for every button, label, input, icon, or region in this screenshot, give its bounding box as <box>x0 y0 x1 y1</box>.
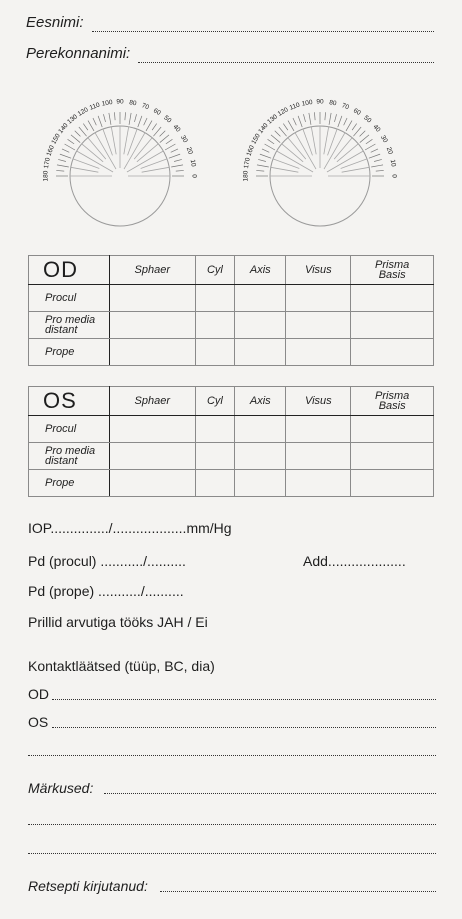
table-cell[interactable] <box>286 443 351 470</box>
dial-tick <box>360 135 369 143</box>
contacts-od-label: OD <box>28 686 49 702</box>
table-cell[interactable] <box>110 443 196 470</box>
table-cell[interactable] <box>235 312 286 339</box>
dial-tick <box>265 144 275 150</box>
dial-tick <box>369 154 380 158</box>
dial-tick-label: 150 <box>50 132 62 146</box>
remarks-field-1[interactable] <box>104 793 436 794</box>
table-cell[interactable] <box>195 312 235 339</box>
dial-tick <box>109 113 111 125</box>
row-procul-label: Procul <box>29 285 110 312</box>
dial-tick <box>288 121 294 131</box>
table-cell[interactable] <box>235 339 286 366</box>
table-cell[interactable] <box>351 416 434 443</box>
dial-tick-label: 90 <box>316 98 324 106</box>
remarks-field-2[interactable] <box>28 824 436 825</box>
dial-tick <box>56 170 64 171</box>
dial-tick-label: 110 <box>88 101 101 112</box>
remarks-label: Märkused: <box>28 780 94 796</box>
table-cell[interactable] <box>235 285 286 312</box>
column-sphaer: Sphaer <box>110 256 196 285</box>
prescribed-by-label: Retsepti kirjutanud: <box>28 878 148 894</box>
dial-tick <box>68 139 75 144</box>
dial-tick-label: 100 <box>301 98 314 108</box>
dial-radial-line <box>134 138 152 159</box>
dial-radial-line <box>124 127 129 155</box>
table-cell[interactable] <box>195 285 235 312</box>
table-cell[interactable] <box>351 443 434 470</box>
dial-tick <box>134 114 136 122</box>
table-cell[interactable] <box>195 470 235 497</box>
dial-radial-line <box>142 167 170 172</box>
dial-tick <box>338 116 342 127</box>
dial-tick-label: 100 <box>101 98 114 108</box>
dial-tick-label: 160 <box>45 144 56 158</box>
row-procul-label: Procul <box>29 416 110 443</box>
table-cell[interactable] <box>286 339 351 366</box>
dial-radial-line <box>273 159 299 169</box>
dial-tick <box>93 118 96 125</box>
dial-tick <box>257 165 269 167</box>
pd-procul-field[interactable]: Pd (procul) .........../.......... <box>28 553 186 569</box>
column-axis: Axis <box>235 256 286 285</box>
column-prisma-basis: Prisma Basis <box>351 387 434 416</box>
dial-tick <box>79 127 87 136</box>
dial-tick-label: 20 <box>184 146 194 156</box>
column-prisma-basis: Prisma Basis <box>351 256 434 285</box>
dial-radial-line <box>303 129 313 155</box>
dial-tick-label: 170 <box>242 157 252 170</box>
dial-tick <box>171 149 178 152</box>
pd-prope-field[interactable]: Pd (prope) .........../.......... <box>28 583 184 599</box>
dial-radial-line <box>111 127 116 155</box>
dial-tick <box>88 121 94 131</box>
dial-tick <box>160 135 169 143</box>
dial-tick-label: 70 <box>340 102 350 112</box>
os-eye-label: OS <box>29 387 110 416</box>
dial-tick <box>303 114 305 122</box>
dial-radial-line <box>328 129 338 155</box>
contacts-heading: Kontaktläätsed (tüüp, BC, dia) <box>28 658 215 674</box>
dial-tick <box>268 139 275 144</box>
dial-tick-label: 170 <box>42 157 52 170</box>
dial-tick <box>83 124 88 131</box>
dial-tick <box>329 113 331 125</box>
dial-tick <box>376 170 384 171</box>
dial-radial-line <box>73 159 99 169</box>
table-cell[interactable] <box>235 416 286 443</box>
dial-tick <box>71 135 80 143</box>
dial-tick-label: 30 <box>379 134 389 144</box>
od-eye-label: OD <box>29 256 110 285</box>
dial-tick <box>138 116 142 127</box>
table-cell[interactable] <box>235 470 286 497</box>
dial-tick-label: 70 <box>140 102 150 112</box>
contacts-os-label: OS <box>28 714 49 730</box>
dial-tick-label: 10 <box>388 159 397 168</box>
dial-tick <box>60 154 71 158</box>
dial-radial-line <box>271 167 299 172</box>
dial-tick-label: 130 <box>66 113 79 126</box>
table-cell[interactable] <box>110 470 196 497</box>
dial-tick <box>360 131 366 137</box>
dial-tick <box>371 165 383 167</box>
dial-radial-line <box>324 127 329 155</box>
dial-tick <box>144 118 147 125</box>
dial-tick-label: 80 <box>328 99 337 108</box>
dial-tick-label: 20 <box>384 146 394 156</box>
dial-tick <box>171 165 183 167</box>
dial-radial-line <box>342 167 370 172</box>
dial-tick <box>57 165 69 167</box>
dial-tick <box>309 113 311 125</box>
table-cell[interactable] <box>195 339 235 366</box>
first-name-label: Eesnimi: <box>26 14 84 31</box>
dial-tick-label: 150 <box>250 132 262 146</box>
dial-tick-label: 0 <box>390 174 398 178</box>
table-cell[interactable] <box>351 312 434 339</box>
dial-radial-line <box>311 127 316 155</box>
dial-tick-label: 180 <box>242 170 250 182</box>
dial-tick <box>334 114 336 122</box>
dial-tick-label: 110 <box>288 101 301 112</box>
dial-tick <box>352 124 357 131</box>
dial-tick <box>293 118 296 125</box>
dial-tick <box>98 116 102 127</box>
od-prescription-table <box>28 255 434 366</box>
table-cell[interactable] <box>195 443 235 470</box>
dial-tick <box>174 159 182 161</box>
dial-tick-label: 120 <box>76 106 90 118</box>
contacts-extra-field[interactable] <box>28 755 436 756</box>
dial-radial-line <box>282 144 303 162</box>
dial-tick <box>262 149 269 152</box>
contacts-os-field[interactable] <box>52 727 436 728</box>
dial-tick <box>298 116 302 127</box>
first-name-field[interactable] <box>92 31 434 32</box>
dial-tick-label: 10 <box>188 159 197 168</box>
dial-tick <box>65 144 75 150</box>
dial-tick-label: 40 <box>171 123 182 134</box>
dial-tick <box>165 144 175 150</box>
last-name-label: Perekonnanimi: <box>26 45 131 62</box>
dial-radial-line <box>137 144 158 162</box>
dial-tick-label: 160 <box>245 144 256 158</box>
od-axis-dial <box>40 88 220 248</box>
dial-tick <box>260 154 271 158</box>
dial-tick <box>325 112 326 120</box>
column-cyl: Cyl <box>195 256 235 285</box>
dial-radial-line <box>141 159 167 169</box>
column-axis: Axis <box>235 387 286 416</box>
dial-tick <box>366 139 373 144</box>
dial-tick <box>283 124 288 131</box>
table-cell[interactable] <box>286 285 351 312</box>
dial-tick-label: 180 <box>42 170 50 182</box>
os-prescription-table <box>28 386 434 497</box>
table-cell[interactable] <box>110 312 196 339</box>
last-name-field[interactable] <box>138 62 434 63</box>
dial-radial-line <box>337 144 358 162</box>
table-cell[interactable] <box>110 339 196 366</box>
dial-radial-line <box>128 129 138 155</box>
table-cell[interactable] <box>286 312 351 339</box>
dial-radial-line <box>103 129 113 155</box>
dial-tick <box>176 170 184 171</box>
dial-tick <box>153 127 161 136</box>
dial-tick-label: 40 <box>371 123 382 134</box>
dial-tick <box>314 112 315 120</box>
table-cell[interactable] <box>195 416 235 443</box>
table-cell[interactable] <box>351 470 434 497</box>
table-cell[interactable] <box>351 285 434 312</box>
dial-tick <box>62 149 69 152</box>
dial-tick <box>129 113 131 125</box>
table-cell[interactable] <box>286 416 351 443</box>
dial-tick <box>169 154 180 158</box>
dial-tick <box>160 131 166 137</box>
dial-radial-line <box>88 138 106 159</box>
dial-tick-label: 30 <box>179 134 189 144</box>
dial-tick <box>374 159 382 161</box>
dial-tick-label: 80 <box>128 99 137 108</box>
dial-tick-label: 60 <box>152 107 162 117</box>
row-prope-label: Prope <box>29 339 110 366</box>
dial-radial-line <box>334 138 352 159</box>
dial-tick <box>58 159 66 161</box>
dial-tick <box>353 127 361 136</box>
dial-tick <box>371 149 378 152</box>
dial-tick <box>75 131 81 137</box>
table-cell[interactable] <box>286 470 351 497</box>
row-pro-media-label: Pro media distant <box>29 312 110 339</box>
computer-glasses-field[interactable]: Prillid arvutiga tööks JAH / Ei <box>28 614 208 630</box>
row-prope-label: Prope <box>29 470 110 497</box>
dial-radial-line <box>288 138 306 159</box>
dial-tick-label: 140 <box>257 122 270 135</box>
table-cell[interactable] <box>110 285 196 312</box>
dial-tick <box>346 121 352 131</box>
column-sphaer: Sphaer <box>110 387 196 416</box>
column-visus: Visus <box>286 387 351 416</box>
dial-tick-label: 130 <box>266 113 279 126</box>
dial-tick <box>279 127 287 136</box>
dial-tick <box>275 131 281 137</box>
dial-tick-label: 50 <box>162 114 173 125</box>
dial-tick-label: 60 <box>352 107 362 117</box>
contacts-od-field[interactable] <box>52 699 436 700</box>
table-cell[interactable] <box>235 443 286 470</box>
dial-radial-line <box>71 167 99 172</box>
iop-field[interactable]: IOP.............../...................mm/Hg <box>28 520 232 536</box>
dial-tick <box>103 114 105 122</box>
dial-tick <box>166 139 173 144</box>
dial-tick <box>258 159 266 161</box>
dial-tick <box>114 112 115 120</box>
dial-tick-label: 120 <box>276 106 290 118</box>
add-field[interactable]: Add.................... <box>303 553 406 569</box>
dial-tick-label: 0 <box>190 174 198 178</box>
dial-tick <box>365 144 375 150</box>
row-pro-media-label: Pro media distant <box>29 443 110 470</box>
dial-radial-line <box>82 144 103 162</box>
dial-radial-line <box>341 159 367 169</box>
dial-tick-label: 50 <box>362 114 373 125</box>
table-cell[interactable] <box>110 416 196 443</box>
prescribed-by-field[interactable] <box>160 891 436 892</box>
table-cell[interactable] <box>351 339 434 366</box>
dial-tick <box>271 135 280 143</box>
dial-tick <box>344 118 347 125</box>
column-visus: Visus <box>286 256 351 285</box>
dial-tick <box>152 124 157 131</box>
remarks-field-3[interactable] <box>28 853 436 854</box>
dial-tick <box>256 170 264 171</box>
os-axis-dial <box>240 88 420 248</box>
column-cyl: Cyl <box>195 387 235 416</box>
dial-tick <box>146 121 152 131</box>
dial-tick-label: 90 <box>116 98 124 106</box>
dial-tick-label: 140 <box>57 122 70 135</box>
dial-tick <box>125 112 126 120</box>
